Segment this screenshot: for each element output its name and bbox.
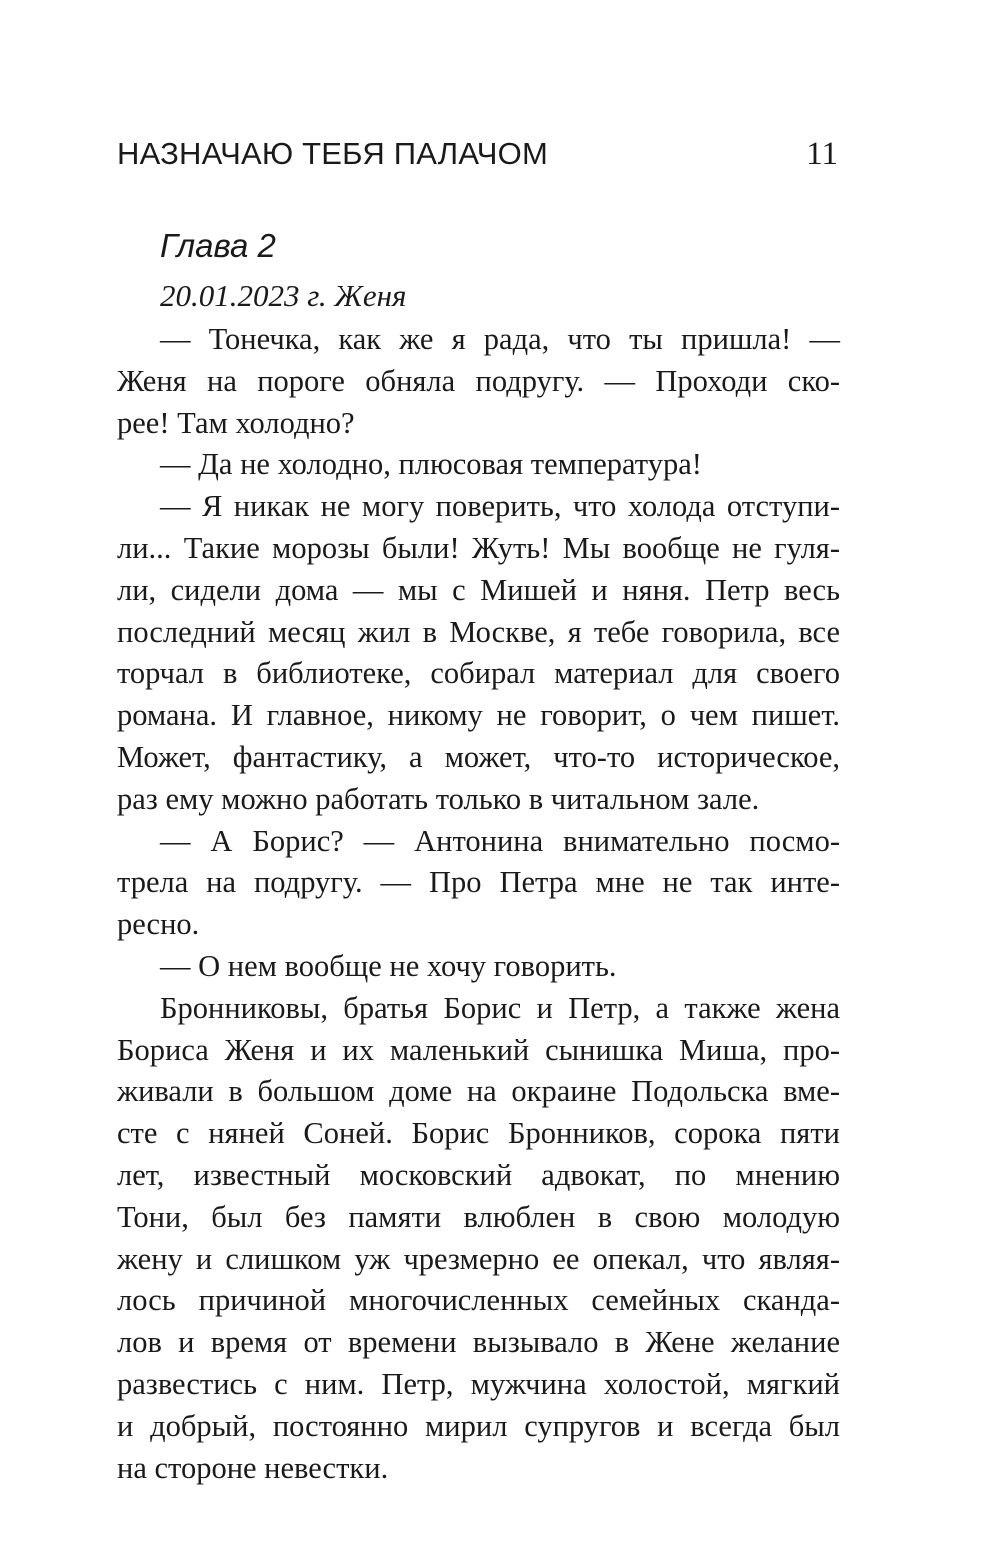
text-line: на стороне невестки. <box>117 1450 389 1485</box>
text-line: романа. И главное, никому не говорит, о чем пишет. <box>117 698 840 733</box>
chapter-title: Глава 2 <box>160 227 276 264</box>
text-line: рее! Там холодно? <box>117 405 355 440</box>
page-number: 11 <box>806 136 838 172</box>
text-line: — Да не холодно, плюсовая температура! <box>160 447 702 482</box>
text-line: раз ему можно работать только в читальном зале. <box>117 781 760 816</box>
text-line: лось причиной многочисленных семейных сканда- <box>117 1283 840 1318</box>
text-line: ли... Такие морозы были! Жуть! Мы вообще не гуля- <box>117 530 840 565</box>
text-line: — Тонечка, как же я рада, что ты пришла! — <box>160 322 840 356</box>
text-line: — Я никак не могу поверить, что холода отступи- <box>160 489 840 524</box>
text-line: ресно. <box>117 907 200 942</box>
text-line: живали в большом доме на окраине Подольска вме- <box>117 1074 840 1109</box>
text-line: трела на подругу. — Про Петра мне не так инте- <box>117 865 840 900</box>
text-line: лет, известный московский адвокат, по мнению <box>117 1157 840 1192</box>
text-line: ли, сидели дома — мы с Мишей и няня. Петр весь <box>117 572 840 607</box>
text-line: Тони, был без памяти влюблен в свою молодую <box>117 1199 840 1234</box>
running-title: НАЗНАЧАЮ ТЕБЯ ПАЛАЧОМ <box>117 136 548 171</box>
text-line: Может, фантастику, а может, что-то историческое, <box>117 739 840 774</box>
text-line: — О нем вообще не хочу говорить. <box>160 948 617 983</box>
text-line: Бориса Женя и их маленький сынишка Миша, про- <box>117 1032 840 1067</box>
chapter-date-line: 20.01.2023 г. Женя <box>160 278 407 313</box>
text-line: Женя на пороге обняла подругу. — Проходи ско- <box>117 363 840 398</box>
text-line: Бронниковы, братья Борис и Петр, а также жена <box>160 990 840 1025</box>
text-line: сте с няней Соней. Борис Бронников, сорока пяти <box>117 1116 840 1151</box>
text-line: торчал в библиотеке, собирал материал для своего <box>117 656 840 691</box>
body-text <box>117 319 840 1489</box>
text-line: жену и слишком уж чрезмерно ее опекал, что являя- <box>117 1241 840 1276</box>
text-line: развестись с ним. Петр, мужчина холостой, мягкий <box>117 1366 840 1401</box>
text-line: последний месяц жил в Москве, я тебе говорила, все <box>117 614 840 649</box>
text-line: и добрый, постоянно мирил супругов и всегда был <box>117 1408 840 1443</box>
text-line: — А Борис? — Антонина внимательно посмо- <box>160 823 840 858</box>
running-header <box>117 130 840 180</box>
text-line: лов и время от времени вызывало в Жене желание <box>117 1325 840 1360</box>
